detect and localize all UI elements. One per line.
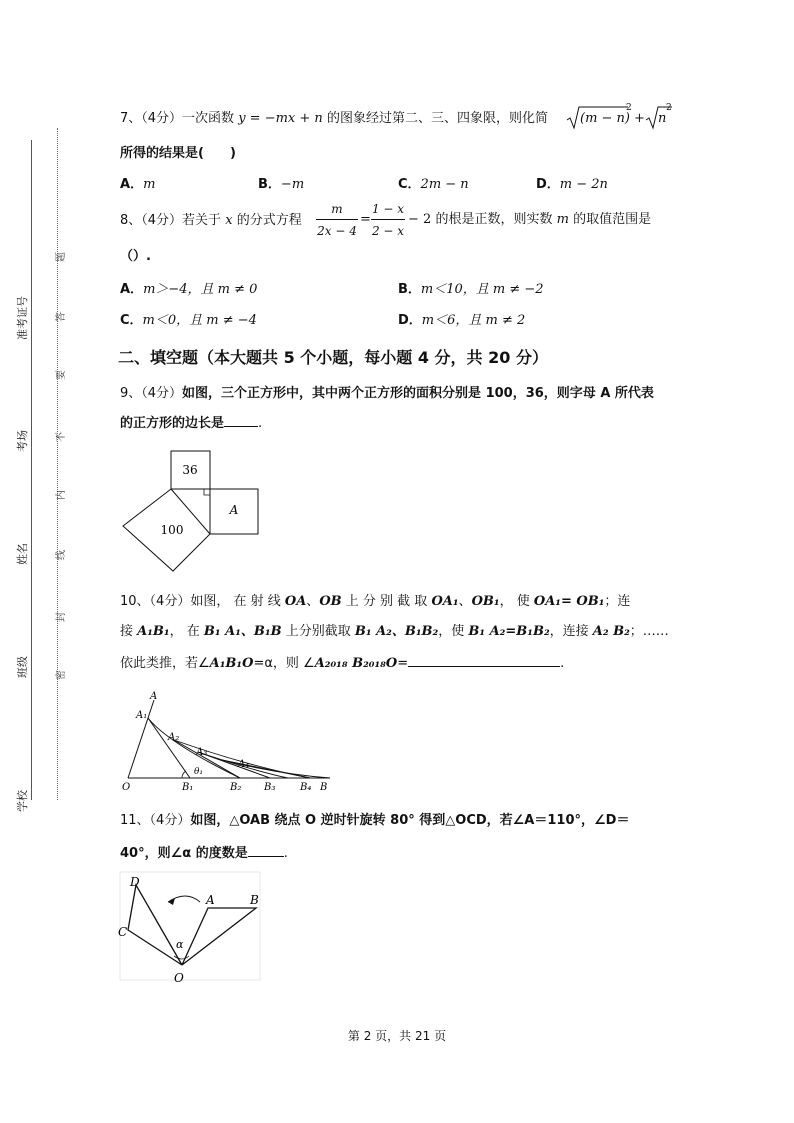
q7-option-c: C．2m − n	[398, 177, 469, 192]
margin-solid-line	[31, 140, 32, 800]
seal-char-1: 题	[56, 252, 67, 262]
q9-squares-figure	[118, 446, 268, 576]
margin-label-school: 学校	[16, 790, 29, 812]
margin-label-exam-id: 准考证号	[16, 296, 29, 340]
seal-char-4: 不	[56, 432, 67, 442]
svg-text:B₃: B₃	[264, 782, 276, 793]
q8-frac1-den: 2x − 4	[317, 224, 357, 238]
q11-line1: 如图，△OAB 绕点 O 逆时针旋转 80° 得到△OCD，若∠A＝110°，∠D＝	[190, 813, 630, 828]
triangle-oab	[182, 908, 256, 965]
svg-text:A₃: A₃	[196, 747, 208, 758]
svg-text:θ₁: θ₁	[194, 767, 204, 777]
svg-text:B₁: B₁	[182, 782, 194, 793]
page-footer: 第 2 页，共 21 页	[347, 1029, 447, 1043]
segment-a1b1	[148, 718, 190, 778]
q8-var2: m	[556, 212, 569, 227]
q8-option-c: C．m＜0，且 m ≠ −4	[120, 313, 257, 328]
q8-frac1-num: m	[331, 202, 343, 216]
q11-answer-blank[interactable]	[248, 844, 284, 857]
svg-text:A: A	[206, 893, 215, 907]
q10-number: 10、（4分）	[120, 594, 191, 609]
section-2-title: 二、填空题（本大题共 5 个小题，每小题 4 分，共 20 分）	[118, 348, 548, 367]
q7-function: y = −mx + n	[238, 111, 323, 126]
q8-frac1-bar	[316, 219, 358, 220]
label-a: A	[229, 503, 239, 517]
q8-frac2-bar	[371, 219, 405, 220]
q11-number: 11、（4分）	[120, 813, 191, 828]
q8-number: 8、（4分）	[120, 213, 183, 228]
q7-option-b: B．−m	[258, 177, 305, 192]
q9-line2: 的正方形的边长是	[120, 416, 225, 431]
q11-line2: 40°，则∠α 的度数是	[120, 846, 248, 861]
svg-text:C: C	[118, 925, 128, 939]
q7-exp2: 2	[666, 103, 672, 113]
svg-text:A₄: A₄	[238, 759, 250, 770]
q8-minus2: − 2	[408, 212, 432, 227]
label-36: 36	[182, 463, 198, 477]
seal-dotted-line	[57, 128, 58, 800]
svg-text:B₄: B₄	[300, 782, 312, 793]
svg-text:D: D	[130, 875, 140, 889]
svg-text:B₂: B₂	[230, 782, 242, 793]
q10-answer-blank[interactable]	[408, 654, 560, 667]
q8-var: x	[225, 213, 233, 228]
q11-rotation-figure	[116, 870, 266, 986]
q9-line1: 如图，三个正方形中，其中两个正方形的面积分别是 100，36，则字母 A 所代表	[182, 386, 654, 401]
triangle-ocd	[128, 885, 182, 965]
q7-option-a: A．m	[120, 177, 156, 192]
svg-text:O: O	[122, 782, 131, 793]
arrow-head-icon	[168, 898, 175, 905]
seal-char-5: 内	[56, 490, 67, 500]
q8-eq: =	[360, 212, 371, 227]
svg-text:B: B	[320, 782, 328, 793]
margin-label-class: 班级	[16, 656, 29, 678]
q8-frac2-num: 1 − x	[371, 202, 405, 216]
seal-char-7: 封	[56, 612, 67, 622]
q8-text2: 的分式方程	[236, 213, 302, 228]
q7-expr2: n	[658, 111, 667, 126]
q10-ray-figure	[118, 688, 338, 794]
label-100: 100	[160, 523, 184, 537]
margin-label-exam-room: 考场	[16, 430, 29, 452]
q8-option-d: D．m＜6，且 m ≠ 2	[398, 313, 526, 328]
margin-label-name: 姓名	[16, 543, 29, 565]
seal-char-3: 要	[56, 370, 67, 380]
q7-exp1: 2	[626, 103, 632, 113]
seal-char-8: 密	[56, 670, 67, 680]
svg-text:A: A	[150, 691, 158, 702]
svg-text:B: B	[250, 893, 259, 907]
q7-text2: 的图象经过第二、三、四象限，则化简	[326, 111, 548, 126]
q8-text3: 的根是正数，则实数	[435, 212, 553, 227]
q8-text4: 的取值范围是	[573, 212, 652, 227]
svg-text:A₁: A₁	[136, 710, 148, 721]
q7-text: 一次函数	[182, 111, 235, 126]
q8-text: 若关于	[182, 213, 222, 228]
svg-text:O: O	[174, 971, 184, 985]
q7-option-d: D．m − 2n	[536, 177, 608, 192]
q7-number: 7、（4分）	[120, 111, 183, 126]
seal-char-2: 答	[56, 312, 67, 322]
svg-text:A₂: A₂	[168, 732, 180, 743]
q7-plus: +	[634, 111, 645, 126]
svg-text:α: α	[176, 938, 184, 951]
q7-expr1: (m − n)	[580, 111, 631, 126]
right-angle-mark	[204, 489, 210, 495]
q9-answer-blank[interactable]	[224, 414, 258, 427]
q8-option-b: B．m＜10，且 m ≠ −2	[398, 282, 544, 297]
q8-frac2-den: 2 − x	[371, 224, 405, 238]
q8-line2: （）.	[120, 249, 151, 264]
q9-number: 9、（4分）	[120, 386, 183, 401]
q7-line2: 所得的结果是( )	[120, 146, 236, 161]
seal-char-6: 线	[56, 550, 67, 560]
alpha-arc	[174, 956, 189, 959]
q8-option-a: A．m＞−4，且 m ≠ 0	[120, 282, 258, 297]
